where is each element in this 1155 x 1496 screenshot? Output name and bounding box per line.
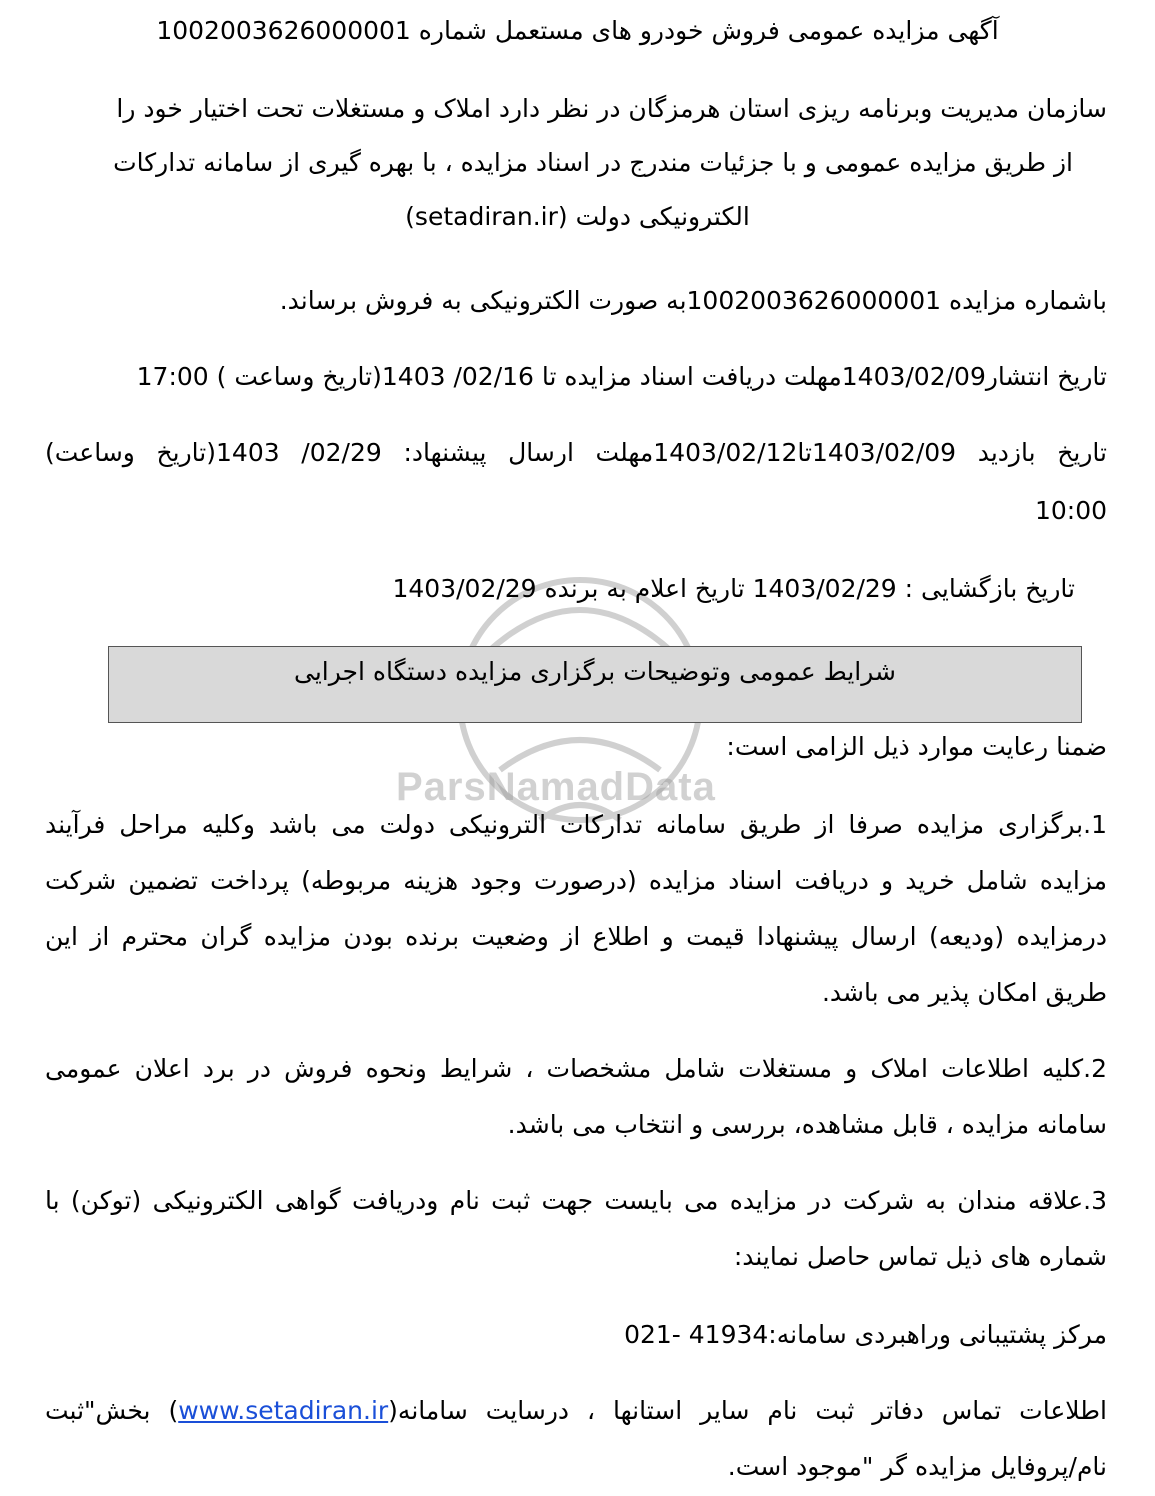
conditions-heading: شرایط عمومی وتوضیحات برگزاری مزایده دستگاه اجرایی <box>293 657 896 686</box>
notice-title: آگهی مزایده عمومی فروش خودرو های مستعمل شماره 1002003626000001 <box>156 16 999 45</box>
contact-text-before: اطلاعات تماس دفاتر ثبت نام سایر استانها ، درسایت سامانه( <box>388 1396 1108 1425</box>
item-1-line-3: درمزایده (ودیعه) ارسال پیشنهادا قیمت و اطلاع از وضعیت برنده بودن مزایده گران محترم از این <box>45 922 1107 951</box>
contact-line-2: نام/پروفایل مزایده گر "موجود است. <box>727 1452 1107 1481</box>
watermark-brand: ParsNamadData <box>396 765 716 809</box>
conditions-heading-box <box>108 646 1082 723</box>
item-2-line-2: سامانه مزایده ، قابل مشاهده، بررسی و انتخاب می باشد. <box>507 1110 1107 1139</box>
contact-line-1 <box>45 1394 1107 1428</box>
setadiran-link[interactable]: www.setadiran.ir <box>178 1396 389 1425</box>
intro-line-1: سازمان مدیریت وبرنامه ریزی استان هرمزگان در نظر دارد املاک و مستغلات تحت اختیار خود را <box>116 94 1107 123</box>
opening-date-line: تاریخ بازگشایی : 1403/02/29 تاریخ اعلام به برنده 1403/02/29 <box>392 574 1075 603</box>
item-3-line-1: 3.علاقه مندان به شرکت در مزایده می بایست جهت ثبت نام ودریافت گواهی الکترونیکی (توکن) با <box>45 1186 1107 1215</box>
item-1-line-1: 1.برگزاری مزایده صرفا از طریق سامانه تدارکات الترونیکی دولت می باشد وکلیه مراحل فرآیند <box>45 810 1107 839</box>
support-center-line: مرکز پشتیبانی وراهبردی سامانه:41934 -021 <box>624 1320 1107 1349</box>
visit-date-line: تاریخ بازدید 1403/02/09تا1403/02/12مهلت ارسال پیشنهاد: 02/29/ 1403(تاریخ وساعت) <box>45 438 1107 467</box>
publish-date-line: تاریخ انتشار1403/02/09مهلت دریافت اسناد مزایده تا 02/16/ 1403(تاریخ وساعت ) 17:00 <box>136 362 1107 391</box>
item-2-line-1: 2.کلیه اطلاعات املاک و مستغلات شامل مشخصات ، شرایط ونحوه فروش در برد اعلان عمومی <box>45 1054 1107 1083</box>
deadline-time: 10:00 <box>1034 496 1107 525</box>
intro-line-2: از طریق مزایده عمومی و با جزئیات مندرج در اسناد مزایده ، با بهره گیری از سامانه تدارکات <box>113 148 1073 177</box>
intro-line-4: باشماره مزایده 1002003626000001به صورت الکترونیکی به فروش برساند. <box>279 286 1107 315</box>
item-1-line-4: طریق امکان پذیر می باشد. <box>821 978 1107 1007</box>
contact-text-after: ) بخش"ثبت <box>45 1396 179 1425</box>
intro-line-3: الکترونیکی دولت (setadiran.ir) <box>405 202 750 231</box>
item-1-line-2: مزایده شامل خرید و دریافت اسناد مزایده (درصورت وجود هزینه مربوطه) پرداخت تضمین شرکت <box>45 866 1107 895</box>
requirement-note: ضمنا رعایت موارد ذیل الزامی است: <box>726 732 1107 761</box>
item-3-line-2: شماره های ذیل تماس حاصل نمایند: <box>733 1242 1107 1271</box>
